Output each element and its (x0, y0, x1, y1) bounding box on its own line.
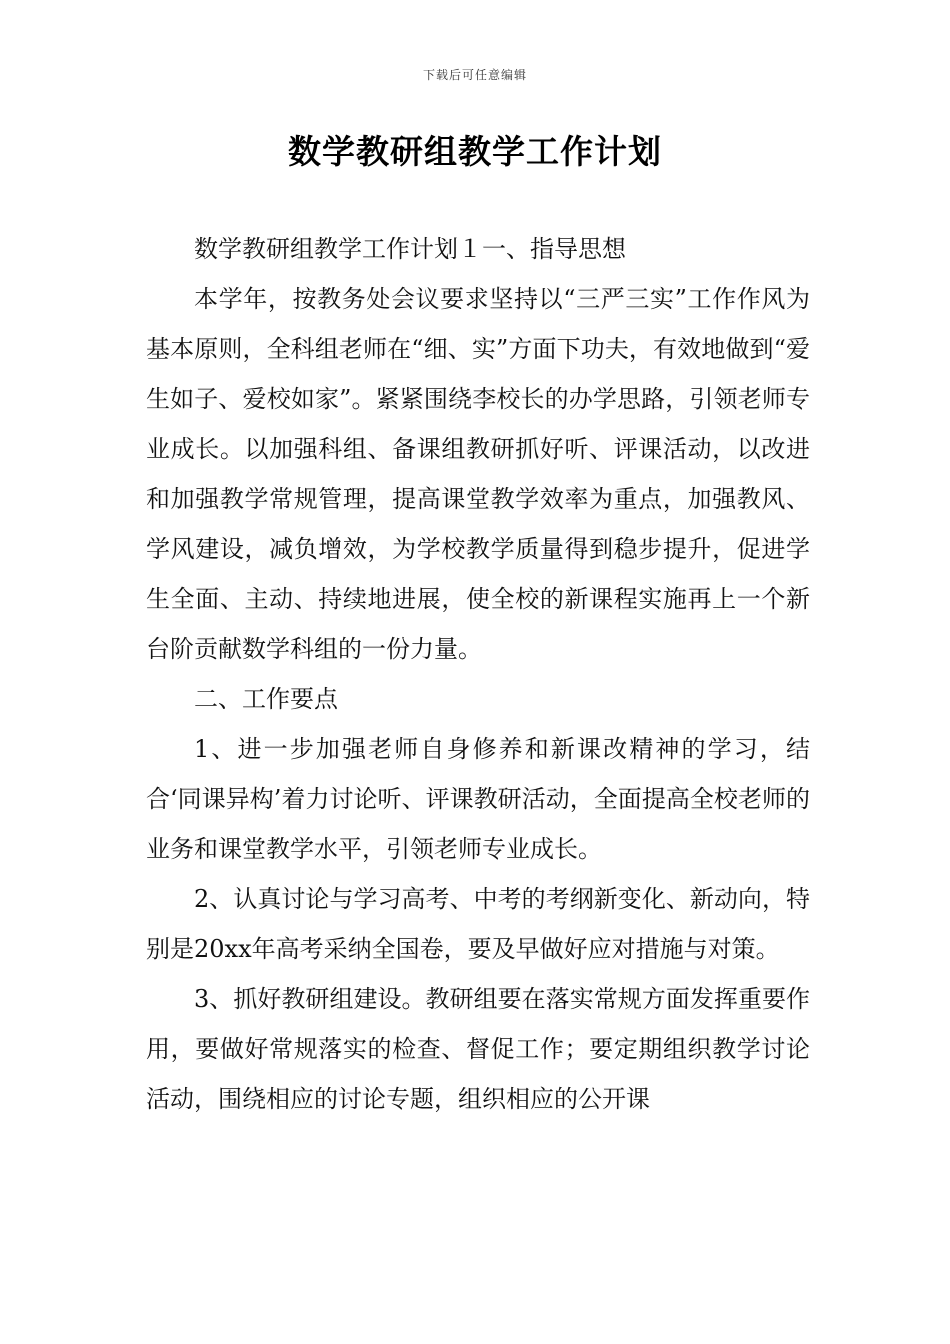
paragraph-point-2: 2、认真讨论与学习高考、中考的考纲新变化、新动向，特别是20xx年高考采纳全国卷，要及早做好应对措施与对策。 (146, 885, 810, 963)
paragraph-point-3: 3、抓好教研组建设。教研组要在落实常规方面发挥重要作用，要做好常规落实的检查、督促工作；要定期组织教学讨论活动，围绕相应的讨论专题，组织相应的公开课 (146, 985, 810, 1113)
paragraph-guiding-thought: 本学年，按教务处会议要求坚持以“三严三实”工作作风为基本原则，全科组老师在“细、实”方面下功夫，有效地做到“爱生如子、爱校如家”。紧紧围绕李校长的办学思路，引领老师专业成长。以加强科组、备课组教研抓好听、评课活动，以改进和加强教学常规管理，提高课堂教学效率为重点，加强教风、学风建设，减负增效，为学校教学质量得到稳步提升，促进学生全面、主动、持续地进展，使全校的新课程实施再上一个新台阶贡献数学科组的一份力量。 (146, 285, 810, 663)
header-note: 下载后可任意编辑 (422, 68, 527, 82)
document-title: 数学教研组教学工作计划 (288, 132, 662, 171)
document-body (146, 224, 810, 1124)
paragraph-guiding-heading: 数学教研组教学工作计划１一、指导思想 (194, 235, 626, 263)
paragraph-point-1: 1、进一步加强老师自身修养和新课改精神的学习，结合‘同课异构’着力讨论听、评课教研活动，全面提高全校老师的业务和课堂教学水平，引领老师专业成长。 (146, 735, 810, 863)
paragraph-work-points-heading: 二、工作要点 (194, 685, 338, 713)
